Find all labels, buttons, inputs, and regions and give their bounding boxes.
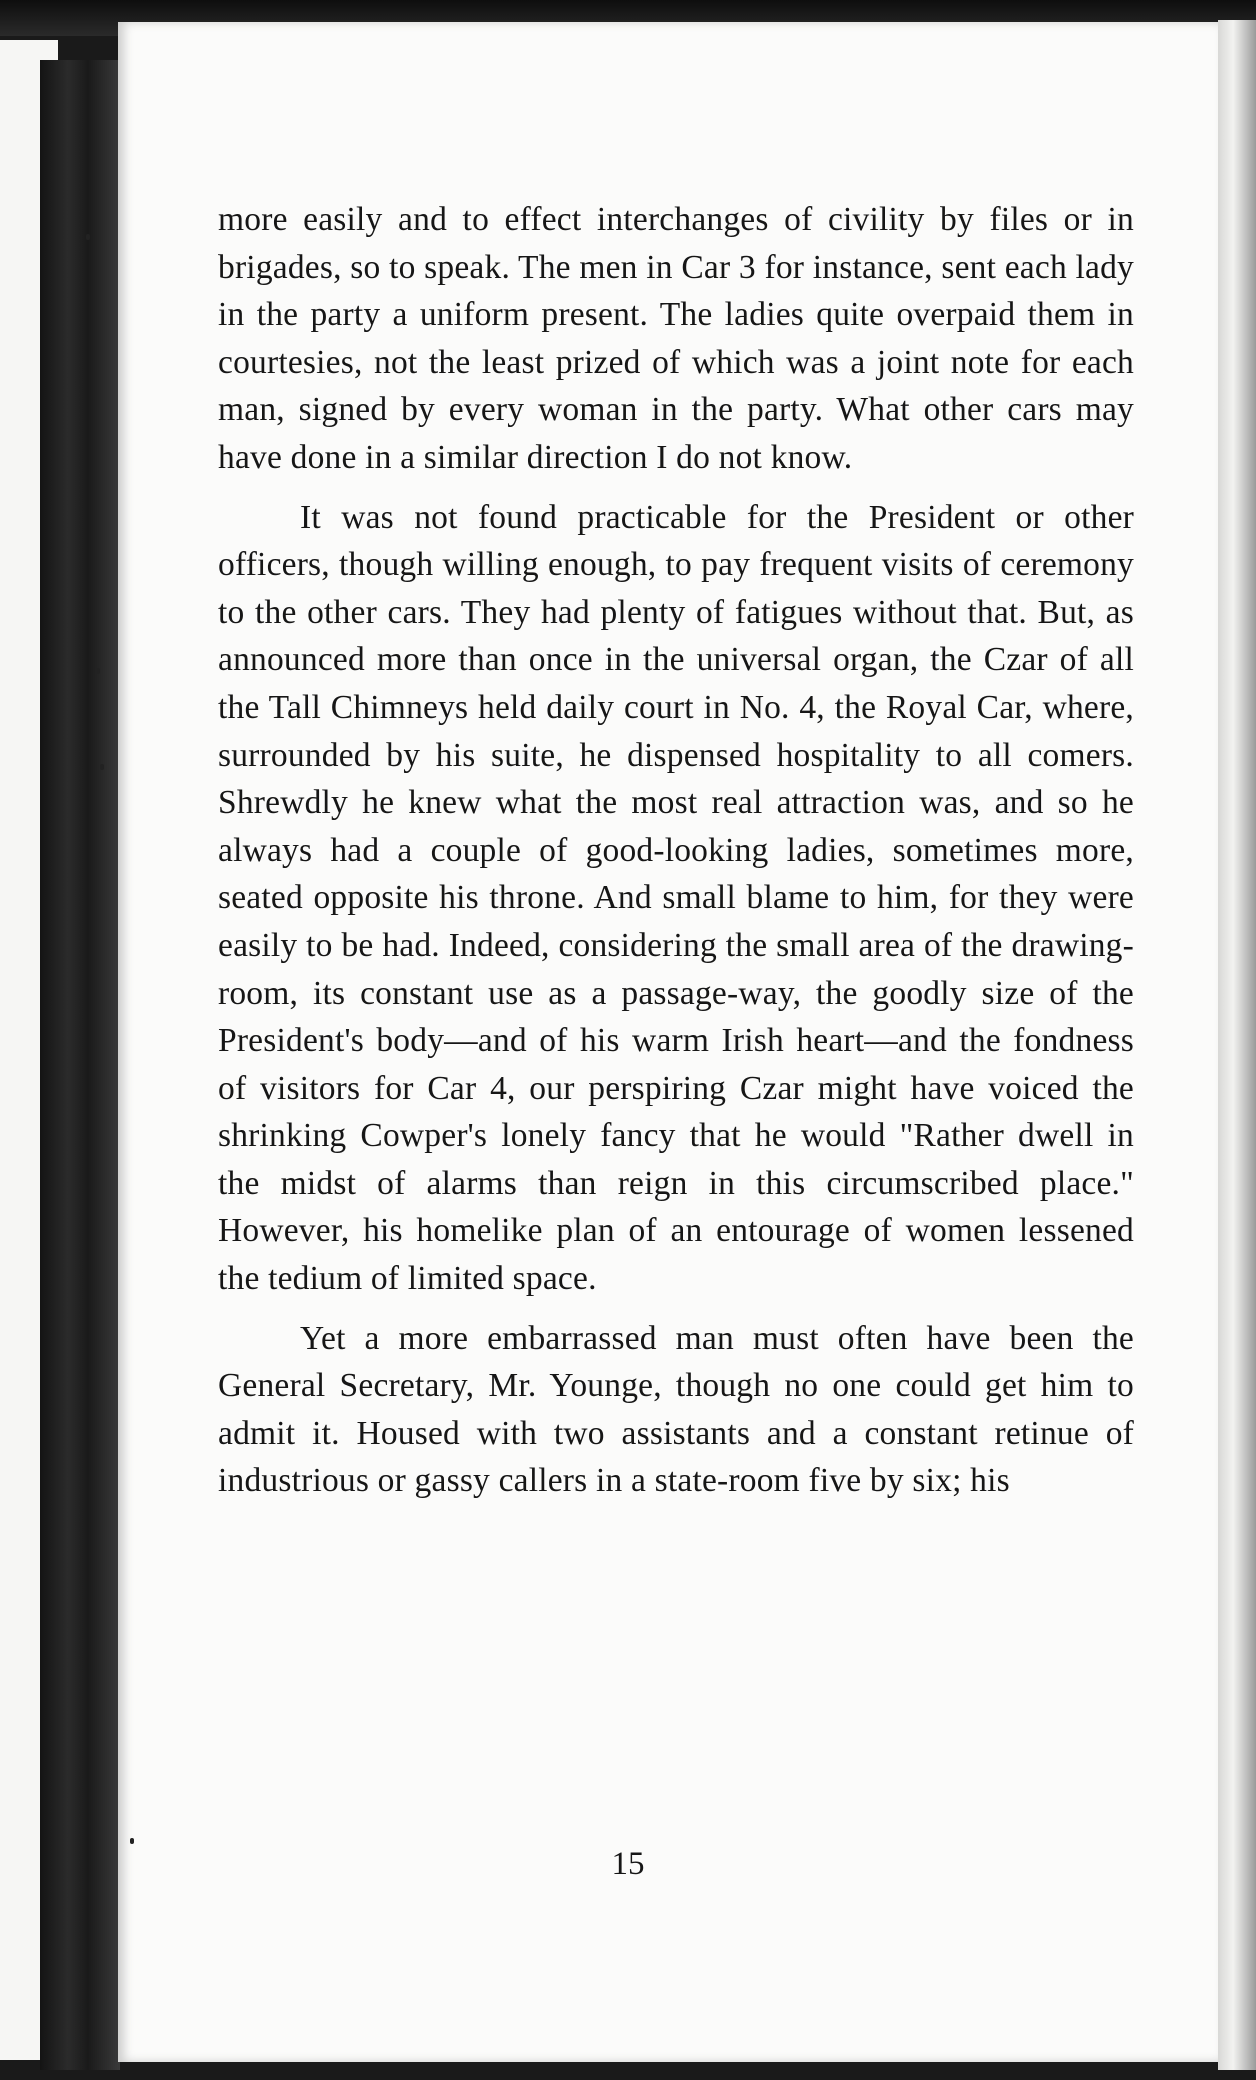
paragraph-2: It was not found practicable for the President or other officers, though willing enough, to pay frequent visits of ceremony to the other cars. They had plenty of fatigues without that. But, as announced more than once in the universal organ, the Czar of all the Tall Chimneys held daily court in No. 4, the Royal Car, where, surrounded by his suite, he dispensed hospitality to all comers. Shrewdly he knew what the most real attraction was, and so he always had a couple of good-looking ladies, sometimes more, seated opposite his throne. And small blame to him, for they were easily to be had. Indeed, considering the small area of the drawing-room, its constant use as a passage-way, the goodly size of the President's body—and of his warm Irish heart—and the fondness of visitors for Car 4, our perspiring Czar might have voiced the shrinking Cowper's lonely fancy that he would "Rather dwell in the midst of alarms than reign in this circumscribed place." However, his homelike plan of an entourage of women lessened the tedium of limited space. bbox=[218, 498, 1134, 1298]
body-text bbox=[218, 196, 1134, 1517]
book-gutter bbox=[40, 60, 120, 2070]
page-stack-edge bbox=[1218, 20, 1256, 2070]
page-number: 15 bbox=[611, 1846, 645, 1882]
ink-speck bbox=[86, 234, 90, 240]
ink-speck bbox=[96, 668, 100, 674]
ink-speck bbox=[100, 764, 104, 770]
ink-speck bbox=[130, 1838, 134, 1844]
paragraph-1: more easily and to effect interchanges of civility by files or in brigades, so to speak. The men in Car 3 for instance, sent each lady in the party a uniform present. The ladies quite overpaid them in courtesies, not the least prized of which was a joint note for each man, signed by every woman in the party. What other cars may have done in a similar direction I do not know. bbox=[218, 201, 1134, 476]
paragraph-3: Yet a more embarrassed man must often have been the General Secretary, Mr. Younge, though no one could get him to admit it. Housed with two assistants and a constant retinue of industrious or gassy callers in a state-room five by six; his bbox=[218, 1319, 1134, 1500]
